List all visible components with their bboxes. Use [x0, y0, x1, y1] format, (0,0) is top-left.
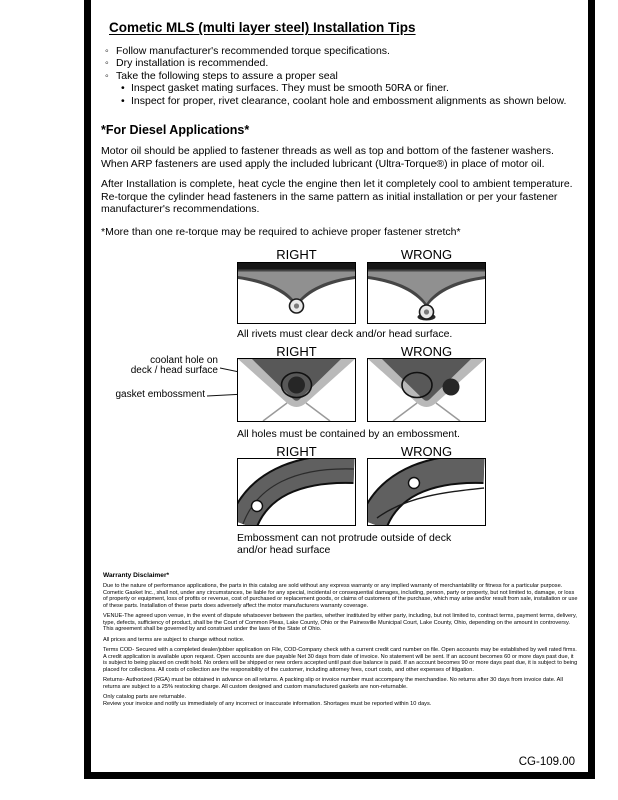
- list-item: [105, 70, 579, 82]
- embossment-containment-right-diagram: [237, 358, 356, 422]
- bullet-icon: ◦: [105, 57, 109, 70]
- page-border-left: [84, 0, 91, 779]
- bullet-icon: ◦: [105, 45, 109, 57]
- diesel-paragraph-2: After Installation is complete, heat cycle the engine then let it completely cool to ambient temperature. Re-torque the cylinder head fasteners in the same pattern as initial installation or per your fastener manufacturer's recommendations.: [101, 178, 573, 216]
- warranty-paragraph: Returns- Authorized (RGA) must be obtained in advance on all returns. A packing slip or invoice number must accompany the merchandise. No returns after 30 days from invoice date. All returns are subject to a 25% restocking charge. All custom designed and custom manufactured gaskets are non-returnable.: [103, 677, 563, 690]
- warranty-paragraph: VENUE-The agreed upon venue, in the event of dispute whatsoever between the parties, whether instituted by either party, including, but not limited to, contract terms, payment terms, delivery, type, defects, sufficiency of product, shall be the Court of Common Pleas, Lake County, Ohio or the Painesville Municipal Court, Lake County, Ohio, depending on the amount in controversy. This agreement shall be governed by and construed under the laws of the State of Ohio.: [103, 613, 577, 632]
- warranty-section: [103, 572, 579, 711]
- diagram-section: [101, 247, 579, 565]
- page-content: [101, 14, 579, 768]
- sub-bullet-icon: •: [121, 94, 125, 107]
- list-sub-item: [121, 95, 579, 107]
- warranty-paragraph: Only catalog parts are returnable.: [103, 694, 187, 700]
- list-item-text: Take the following steps to assure a proper seal: [116, 69, 338, 82]
- right-label-row3: RIGHT: [276, 443, 317, 459]
- diesel-applications-heading: *For Diesel Applications*: [101, 123, 250, 138]
- list-item-text: Dry installation is recommended.: [116, 57, 269, 70]
- wrong-label-row3: WRONG: [400, 443, 453, 459]
- right-label-row1: RIGHT: [276, 246, 317, 262]
- page-border-bottom: [84, 772, 595, 779]
- diagram-caption-holes: All holes must be contained by an embossment.: [237, 427, 460, 440]
- rivet-clearance-wrong-diagram: [367, 262, 486, 324]
- right-label-row2: RIGHT: [276, 343, 317, 359]
- list-sub-item: [121, 82, 579, 94]
- warranty-heading: Warranty Disclaimer*: [103, 572, 170, 579]
- embossment-protrusion-right-diagram: [237, 458, 356, 526]
- rivet-clearance-right-diagram: [237, 262, 356, 324]
- diagram-caption-rivets: All rivets must clear deck and/or head surface.: [237, 327, 453, 340]
- retorque-note: *More than one re-torque may be required to achieve proper fastener stretch*: [101, 226, 461, 238]
- warranty-paragraph: All prices and terms are subject to change without notice.: [103, 636, 245, 643]
- embossment-protrusion-wrong-diagram: [367, 458, 486, 526]
- list-item-text: Inspect gasket mating surfaces. They must be smooth 50RA or finer.: [131, 82, 449, 95]
- diesel-paragraph-1: Motor oil should be applied to fastener threads as well as top and bottom of the fastener washers. When ARP fasteners are used apply the included lubricant (Ultra-Torque®) in place of motor oil.: [101, 145, 554, 170]
- embossment-containment-wrong-diagram: [367, 358, 486, 422]
- list-item: [105, 57, 579, 69]
- page-border-right: [588, 0, 595, 779]
- warranty-paragraph: Review your invoice and notify us immediately of any incorrect or inaccurate information. Shortages must be reported within 10 days.: [103, 700, 432, 707]
- gasket-embossment-annotation: gasket embossment: [115, 388, 205, 400]
- tips-list: [101, 45, 579, 107]
- sub-bullet-icon: •: [121, 82, 125, 95]
- list-item: [105, 45, 579, 57]
- warranty-paragraph: Due to the nature of performance applications, the parts in this catalog are sold without any express warranty or any implied warranty of merchantability or fitness for a particular purpose. Cometic Gasket Inc., shall not, under any circumstances, be liable for any special, incidental or consequential damages, including, person, party or property, but not limited to, damage, or loss of property or equipment, loss of profits or revenue, cost of purchased or replacement goods, or claims of customers of the purchase, which may arise and/or result from sale, installation or use of these parts. Installation of these parts does adversely affect the motor manufacturers warranty coverage.: [103, 583, 578, 609]
- page-title: Cometic MLS (multi layer steel) Installation Tips: [109, 20, 416, 35]
- list-item-text: Follow manufacturer's recommended torque specifications.: [116, 45, 390, 57]
- bullet-icon: ◦: [105, 69, 109, 82]
- page-number: CG-109.00: [518, 756, 575, 768]
- list-item-text: Inspect for proper, rivet clearance, coolant hole and embossment alignments as shown below.: [131, 94, 567, 107]
- wrong-label-row2: WRONG: [400, 343, 453, 359]
- diagram-caption-protrusion: Embossment can not protrude outside of deck and/or head surface: [237, 531, 452, 556]
- coolant-hole-annotation: coolant hole on deck / head surface: [130, 354, 218, 377]
- wrong-label-row1: WRONG: [400, 246, 453, 262]
- warranty-paragraph: Terms COD- Secured with a completed dealer/jobber application on File, COD-Company check with a current credit card number on file. Open accounts may be established by well rated firms. A credit application is available upon request. Open accounts are due payable Net 30 days from date of invoice. No statement will be sent. If an account becomes 60 or more days past due, it is subject to being placed on credit hold. No orders will be shipped or new orders accepted until past due balance is paid. If an account becomes 90 or more days past due, it is subject to being placed for collections. All costs of collection are the responsibility of the customer, including attorney fees, court costs, and other expenses of litigation.: [103, 647, 578, 673]
